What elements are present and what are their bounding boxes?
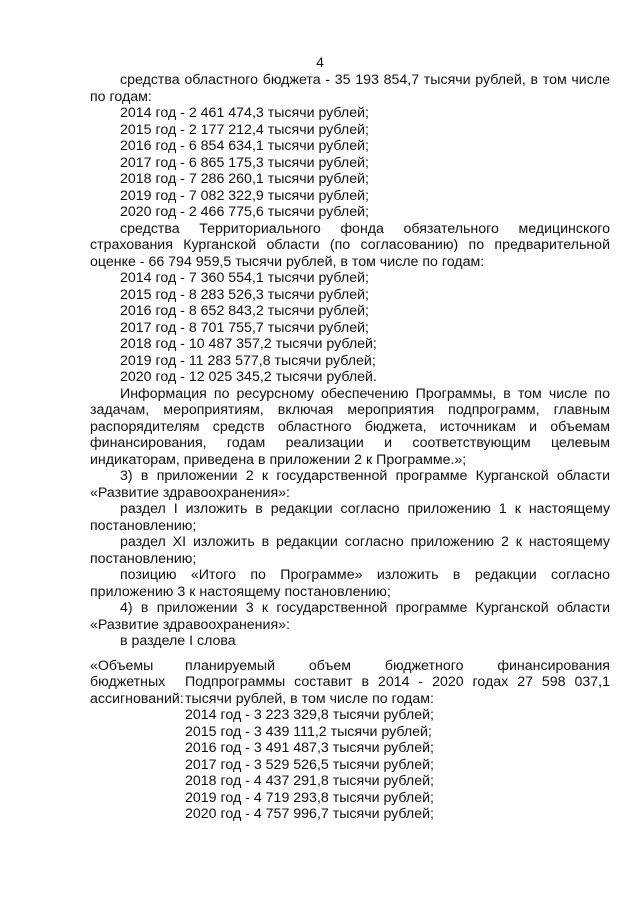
- regional-budget-year-2018: 2018 год - 7 286 260,1 тысячи рублей;: [120, 171, 369, 187]
- territorial-fund-year-2015: 2015 год - 8 283 526,3 тысячи рублей;: [120, 286, 369, 303]
- territorial-fund-years: [90, 270, 610, 386]
- resource-info-paragraph: Информация по ресурсному обеспечению Программы, в том числе по задачам, мероприятиям, включая мероприятия подпрограмм, главным распорядителям средств областного бюджета, источникам и объемам финансирования, годам реализации и соответствующим целевым индикаторам, приведена в приложении 2 к Программе.»;: [90, 385, 610, 468]
- territorial-fund-year-2018: 2018 год - 10 487 357,2 тысячи рублей;: [120, 336, 377, 352]
- budget-allocation-label: «Объемы бюджетных ассигнований:: [90, 657, 184, 707]
- territorial-fund-year-2019: 2019 год - 11 283 577,8 тысячи рублей;: [120, 352, 376, 369]
- item-3-paragraph: 3) в приложении 2 к государственной программе Курганской области «Развитие здравоохранения»:: [90, 468, 610, 501]
- position-total-paragraph: позицию «Итого по Программе» изложить в редакции согласно приложению 3 к настоящему постановлению;: [90, 567, 610, 600]
- budget-allocation-year-2019: 2019 год - 4 719 293,8 тысячи рублей;: [185, 789, 434, 806]
- budget-allocation-year-2017: 2017 год - 3 529 526,5 тысячи рублей;: [185, 756, 434, 773]
- territorial-fund-year-2017: 2017 год - 8 701 755,7 тысячи рублей;: [120, 319, 369, 336]
- page-number: 4: [316, 54, 324, 70]
- budget-allocation-year-2014: 2014 год - 3 223 329,8 тысячи рублей;: [185, 707, 434, 723]
- section-11-paragraph: раздел XI изложить в редакции согласно приложению 2 к настоящему постановлению;: [90, 534, 610, 567]
- territorial-fund-year-2020: 2020 год - 12 025 345,2 тысячи рублей.: [120, 369, 377, 385]
- regional-budget-years: [90, 105, 610, 221]
- regional-budget-year-2014: 2014 год - 2 461 474,3 тысячи рублей;: [120, 105, 369, 121]
- item-4-paragraph: 4) в приложении 3 к государственной программе Курганской области «Развитие здравоохранения»:: [90, 600, 610, 633]
- budget-allocation-content: [185, 658, 610, 823]
- regional-budget-year-2019: 2019 год - 7 082 322,9 тысячи рублей;: [120, 187, 369, 204]
- in-section-1-line: в разделе I слова: [120, 633, 236, 649]
- section-1-paragraph: раздел I изложить в редакции согласно приложению 1 к настоящему постановлению;: [90, 501, 610, 534]
- territorial-fund-year-2014: 2014 год - 7 360 554,1 тысячи рублей;: [120, 270, 369, 286]
- territorial-fund-intro: средства Территориального фонда обязательного медицинского страхования Курганской области (по согласованию) по предварительной оценке - 66 794 959,5 тысячи рублей, в том числе по годам:: [90, 220, 610, 270]
- budget-allocation-year-2016: 2016 год - 3 491 487,3 тысячи рублей;: [185, 740, 434, 756]
- regional-budget-year-2017: 2017 год - 6 865 175,3 тысячи рублей;: [120, 154, 369, 171]
- regional-budget-year-2016: 2016 год - 6 854 634,1 тысячи рублей;: [120, 138, 369, 154]
- territorial-fund-year-2016: 2016 год - 8 652 843,2 тысячи рублей;: [120, 303, 369, 319]
- regional-budget-year-2020: 2020 год - 2 466 775,6 тысячи рублей;: [120, 204, 369, 220]
- regional-budget-year-2015: 2015 год - 2 177 212,4 тысячи рублей;: [120, 121, 369, 138]
- budget-allocation-year-2018: 2018 год - 4 437 291,8 тысячи рублей;: [185, 773, 434, 789]
- document-body: [90, 72, 610, 823]
- budget-allocation-year-2015: 2015 год - 3 439 111,2 тысячи рублей;: [185, 723, 432, 740]
- budget-allocation-table: [90, 658, 610, 823]
- regional-budget-intro: средства областного бюджета - 35 193 854,7 тысячи рублей, в том числе по годам:: [90, 72, 610, 105]
- budget-allocation-year-2020: 2020 год - 4 757 996,7 тысячи рублей;: [185, 806, 434, 822]
- budget-allocation-intro: планируемый объем бюджетного финансирования Подпрограммы составит в 2014 - 2020 годах 27 598 037,1 тысячи рублей, в том числе по годам:: [185, 657, 610, 707]
